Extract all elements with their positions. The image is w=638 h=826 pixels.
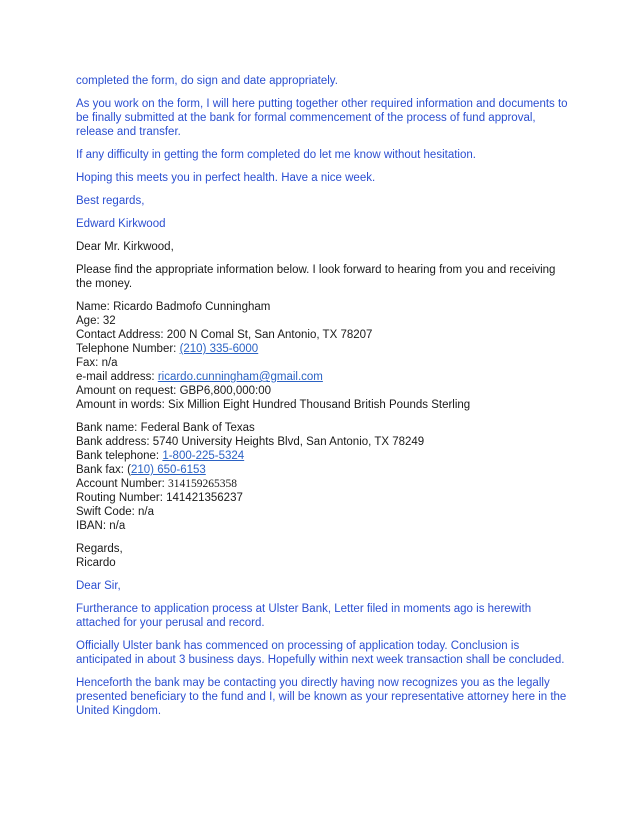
bank-name: Bank name: Federal Bank of Texas [76, 422, 255, 434]
email1-closing: Best regards, [76, 195, 145, 207]
bank-routing: Routing Number: 141421356237 [76, 492, 243, 504]
email1-paragraph-3: If any difficulty in getting the form completed do let me know without hesitation. [76, 149, 476, 161]
bank-iban: IBAN: n/a [76, 520, 126, 532]
email2-paragraph-1: Furtherance to application process at Ulster Bank, Letter filed in moments ago is herewith attached for your perusal and record. [76, 603, 532, 629]
bank-address: Bank address: 5740 University Heights Blvd, San Antonio, TX 78249 [76, 436, 425, 448]
detail-amount: Amount on request: GBP6,800,000:00 [76, 385, 271, 397]
reply-signoff [76, 542, 572, 570]
email2-paragraph-2: Officially Ulster bank has commenced on processing of application today. Conclusion is anticipated in about 3 business days. Hopefully within next week transaction shall be concluded. [76, 640, 565, 666]
bank-details [76, 421, 572, 533]
detail-amount-words: Amount in words: Six Million Eight Hundred Thousand British Pounds Sterling [76, 399, 471, 411]
bank-fax-link[interactable]: 210) 650-6153 [130, 464, 206, 476]
personal-details [76, 300, 572, 412]
detail-phone: Telephone Number: (210) 335-6000 [76, 343, 259, 355]
bank-telephone-link[interactable]: 1-800-225-5324 [162, 450, 245, 462]
email1-signature: Edward Kirkwood [76, 218, 166, 230]
email1-paragraph-4: Hoping this meets you in perfect health. Have a nice week. [76, 172, 376, 184]
bank-telephone: Bank telephone: 1-800-225-5324 [76, 450, 245, 462]
reply-closing: Regards, [76, 543, 123, 555]
email1-paragraph-1: completed the form, do sign and date appropriately. [76, 75, 338, 87]
detail-fax: Fax: n/a [76, 357, 118, 369]
email-link[interactable]: ricardo.cunningham@gmail.com [157, 371, 323, 383]
detail-email: e-mail address: ricardo.cunningham@gmail.com [76, 371, 323, 383]
detail-name: Name: Ricardo Badmofo Cunningham [76, 301, 271, 313]
email2-paragraph-3: Henceforth the bank may be contacting you directly having now recognizes you as the legally presented beneficiary to the fund and I, will be known as your representative attorney here in the United Kingdom. [76, 677, 567, 717]
email1-paragraph-2: As you work on the form, I will here putting together other required information and documents to be finally submitted at the bank for formal commencement of the process of fund approval, release and transfer. [76, 98, 568, 138]
detail-age: Age: 32 [76, 315, 116, 327]
document-page [76, 74, 572, 727]
bank-fax: Bank fax: (210) 650-6153 [76, 464, 206, 476]
reply-salutation: Dear Mr. Kirkwood, [76, 241, 174, 253]
bank-swift: Swift Code: n/a [76, 506, 154, 518]
phone-link[interactable]: (210) 335-6000 [179, 343, 259, 355]
bank-account: Account Number: 314159265358 [76, 478, 238, 490]
reply-intro: Please find the appropriate information below. I look forward to hearing from you and receiving the money. [76, 264, 556, 290]
email2-salutation: Dear Sir, [76, 580, 121, 592]
detail-address: Contact Address: 200 N Comal St, San Antonio, TX 78207 [76, 329, 373, 341]
reply-signature: Ricardo [76, 557, 116, 569]
